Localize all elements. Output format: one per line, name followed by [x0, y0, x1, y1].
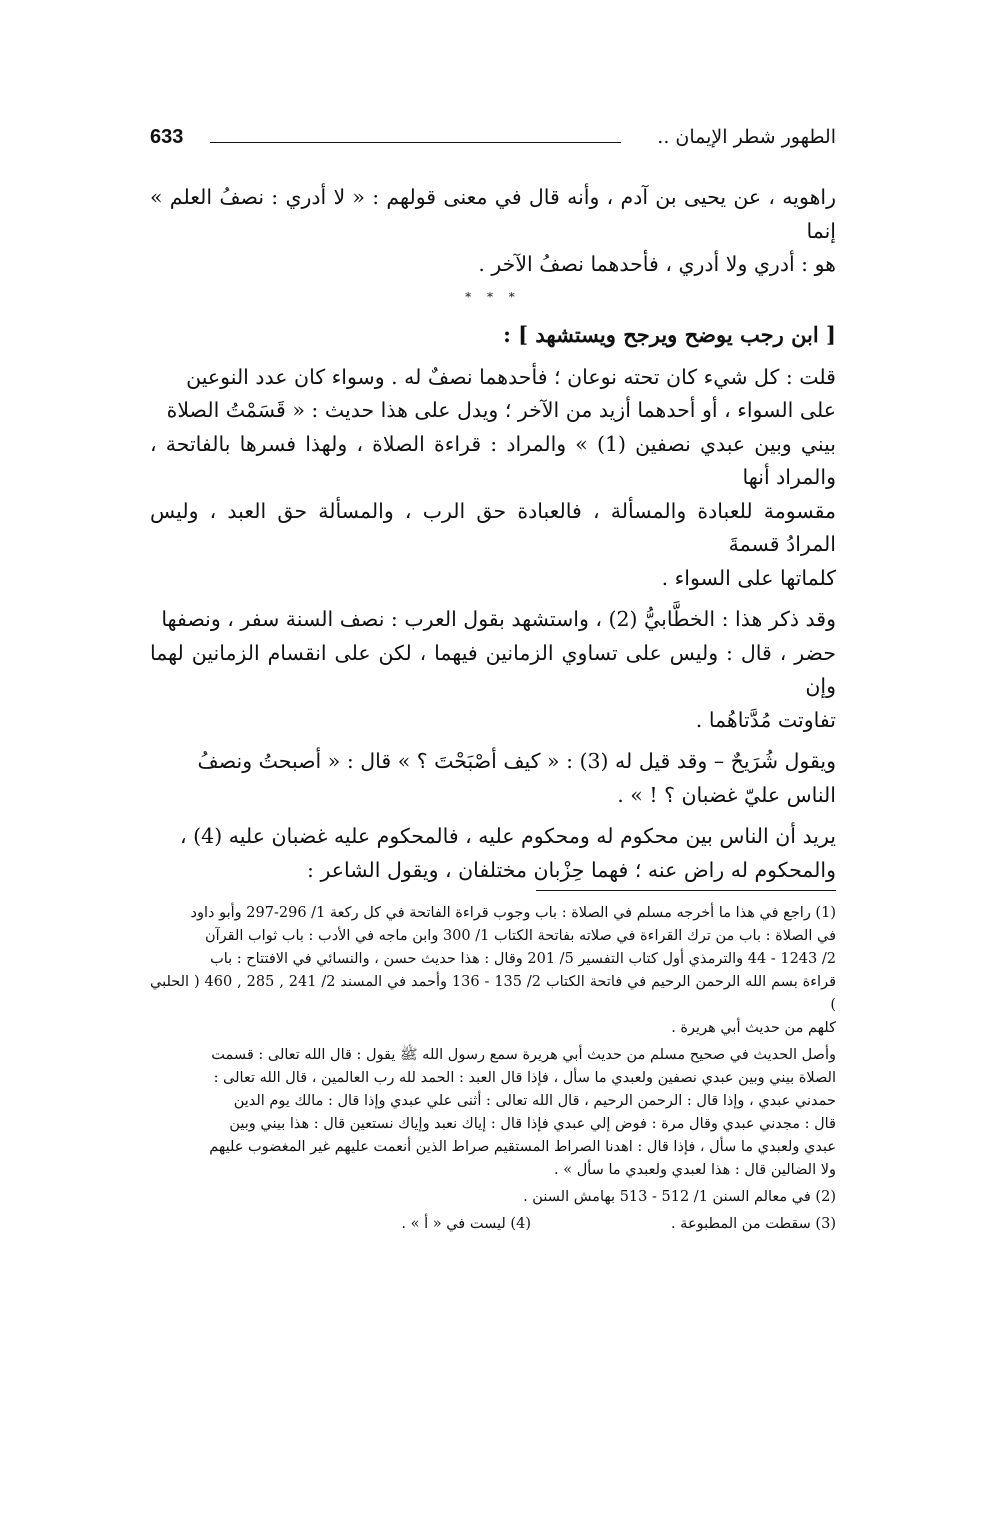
footnote-2: (2) في معالم السنن 1/ 512 - 513 بهامش السنن . — [523, 1189, 836, 1205]
footnote-line: قراءة بسم الله الرحمن الرحيم في فاتحة الكتاب 2/ 135 - 136 وأحمد في المسند 2/ 241 , 285 , 460 ( الحلبي ) — [150, 974, 837, 1013]
footnote-1 — [150, 902, 836, 1040]
text-line: على السواء ، أو أحدهما أزيد من الآخر ؛ ويدل على هذا حديث : « قَسَمْتُ الصلاة — [166, 398, 836, 422]
text-line: بيني وبين عبدي نصفين (1) » والمراد : قراءة الصلاة ، ولهذا فسرها بالفاتحة ، والمراد أنها — [150, 431, 836, 489]
running-title: الطهور شطر الإيمان .. — [657, 126, 836, 148]
paragraph — [150, 745, 836, 812]
footnote-rule — [536, 890, 836, 891]
footnote-line: قال : مجدني عبدي وقال مرة : فوض إلي عبدي فإذا قال : إياك نعبد وإياك نستعين قال : هذا بيني وبين — [229, 1116, 836, 1132]
text-line: كلماتها على السواء . — [661, 565, 836, 590]
footnote-line: (1) راجع في هذا ما أخرجه مسلم في الصلاة : باب وجوب قراءة الفاتحة في كل ركعة 1/ 296-297 وأبو داود — [190, 905, 836, 921]
text-line: مقسومة للعبادة والمسألة ، فالعبادة حق الرب ، والمسألة حق العبد ، وليس المرادُ قسمةَ — [150, 498, 836, 556]
text-line: حضر ، قال : وليس على تساوي الزمانين فيهما ، لكن على انقسام الزمانين لهما وإن — [150, 640, 836, 698]
page-header — [150, 126, 836, 156]
main-text — [150, 181, 836, 887]
section-heading: [ ابن رجب يوضح ويرجح ويستشهد ] : — [503, 321, 836, 347]
text-line: الناس عليّ غضبان ؟ ! » . — [617, 782, 836, 807]
text-line: راهويه ، عن يحيى بن آدم ، وأنه قال في معنى قولهم : « لا أدري : نصفُ العلم » إنما — [150, 185, 836, 243]
footnote-line: حمدني عبدي ، وإذا قال : الرحمن الرحيم ، قال الله تعالى : أثنى علي عبدي وإذا قال : مالك يوم الدين — [233, 1093, 836, 1109]
paragraph — [150, 603, 836, 737]
text-line: قلت : كل شيء كان تحته نوعان ؛ فأحدهما نصفٌ له . وسواء كان عدد النوعين — [186, 364, 836, 389]
footnote-1-continuation — [150, 1044, 836, 1182]
paragraph — [150, 820, 836, 887]
header-rule — [210, 142, 621, 143]
text-line: تفاوتت مُدَّتاهُما . — [695, 707, 836, 732]
footnote-line: وأصل الحديث في صحيح مسلم من حديث أبي هريرة سمع رسول الله ﷺ يقول : قال الله تعالى : قسمت — [211, 1047, 836, 1063]
section-separator: * * * — [465, 289, 521, 304]
footnote-line: ولا الضالين قال : هذا لعبدي ولعبدي ما سأل » . — [554, 1162, 836, 1178]
footnotes — [150, 902, 836, 1237]
footnote-4: (4) ليست في « أ » . — [401, 1216, 531, 1232]
footnote-row — [150, 1213, 836, 1237]
page-number: 633 — [150, 126, 184, 148]
footnote-line: كلهم من حديث أبي هريرة . — [671, 1020, 836, 1036]
footnote-line: الصلاة بيني وبين عبدي نصفين ولعبدي ما سأل ، فإذا قال العبد : الحمد لله رب العالمين ، قال الله تعالى : — [213, 1070, 836, 1086]
text-line: هو : أدري ولا أدري ، فأحدهما نصفُ الآخر . — [478, 252, 836, 276]
text-line: والمحكوم له راض عنه ؛ فهما حِزْبان مختلفان ، ويقول الشاعر : — [307, 857, 836, 882]
footnote-line: 2/ 1243 - 44 والترمذي أول كتاب التفسير 5/ 201 وقال : هذا حديث حسن ، والنسائي في الافتتاح : باب — [210, 951, 836, 967]
text-line: ويقول شُرَيحٌ – وقد قيل له (3) : « كيف أصْبَحْتَ ؟ » قال : « أصبحتُ ونصفُ — [197, 749, 836, 773]
footnote-3: (3) سقطت من المطبوعة . — [670, 1216, 836, 1232]
paragraph — [150, 361, 836, 596]
text-line: يريد أن الناس بين محكوم له ومحكوم عليه ، فالمحكوم عليه غضبان عليه (4) ، — [180, 824, 836, 848]
text-line: وقد ذكر هذا : الخطَّابيُّ (2) ، واستشهد بقول العرب : نصف السنة سفر ، ونصفها — [161, 607, 836, 631]
footnote-line: في الصلاة : باب من ترك القراءة في صلاته بفاتحة الكتاب 1/ 300 وابن ماجه في الأدب : باب ثواب القرآن — [204, 928, 836, 944]
footnote-line: عبدي ولعبدي ما سأل ، فإذا قال : اهدنا الصراط المستقيم صراط الذين أنعمت عليهم غير المغضوب عليهم — [209, 1139, 836, 1155]
